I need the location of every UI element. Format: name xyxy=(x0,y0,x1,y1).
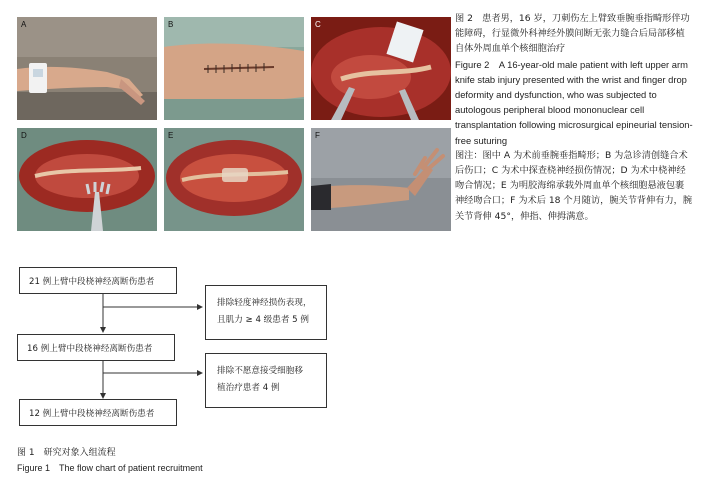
panel-label-a: A xyxy=(21,20,27,29)
figure2-caption-en: Figure 2 A 16-year-old male patient with left upper arm knife stab injury presented with the wrist and finger drop deformity and dysfunction, who was subjected to autologous peripheral blood mononuclear cell transplantation following microsurgical epineurial tension-free suturing xyxy=(455,58,693,146)
figure1-caption-en: Figure 1 The flow chart of patient recruitment xyxy=(17,463,203,473)
figure1-caption-zh: 图 1 研究对象入组流程 xyxy=(17,448,116,458)
flow-box-final xyxy=(19,399,177,426)
panel-label-f: F xyxy=(315,131,320,140)
exclusion-2-line2: 植治疗患者 4 例 xyxy=(217,383,280,393)
flow-box-remaining-text: 16 例上臂中段桡神经离断伤患者 xyxy=(27,344,153,354)
exclusion-2-line1: 排除不愿意接受细胞移 xyxy=(217,366,303,376)
panel-label-c: C xyxy=(315,20,321,29)
figure2-caption-zh-title: 图 2 患者男，16 岁，刀刺伤左上臂致垂腕垂指畸形伴功能障碍，行显微外科神经外膜间断无张力缝合后局部移植自体外周血单个核细胞治疗 xyxy=(455,13,690,55)
flow-box-remaining xyxy=(17,334,175,361)
panel-label-e: E xyxy=(168,131,174,140)
flow-box-exclusion-1 xyxy=(205,285,327,340)
flow-box-enrolled-text: 21 例上臂中段桡神经离断伤患者 xyxy=(29,277,155,287)
flow-box-exclusion-2 xyxy=(205,353,327,408)
flow-box-final-text: 12 例上臂中段桡神经离断伤患者 xyxy=(29,409,155,419)
figure2-caption-zh-note: 图注：图中 A 为术前垂腕垂指畸形；B 为急诊清创缝合术后伤口；C 为术中探查桡神经损伤情况；D 为术中桡神经吻合情况；E 为明胶海绵承载外周血单个核细胞悬液包裹神经吻合口；F 为术后 18 个月随访，腕关节背伸有力，腕关节背伸 45°，伸指、伸拇满意。 xyxy=(455,149,693,222)
exclusion-1-line1: 排除轻度神经损伤表现， xyxy=(217,298,312,308)
flow-box-enrolled xyxy=(19,267,177,294)
panel-label-b: B xyxy=(168,20,174,29)
panel-label-d: D xyxy=(21,131,27,140)
exclusion-1-line2: 且肌力 ≥ 4 级患者 5 例 xyxy=(217,315,309,325)
